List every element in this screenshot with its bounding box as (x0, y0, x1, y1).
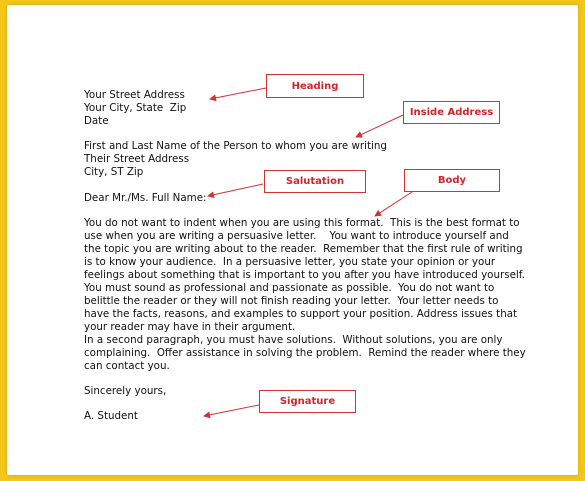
body-arrow (375, 190, 415, 216)
heading-line-1: Your Street Address (84, 89, 185, 101)
body-line: You must sound as professional and passionate as possible. You do not want to (84, 282, 495, 294)
heading-line-3: Date (84, 115, 109, 127)
body-line: the topic you are writing about to the reader. Remember that the first rule of writing (84, 243, 523, 255)
salutation-arrow (208, 184, 263, 196)
body-line: have the facts, reasons, and examples to support your position. Address issues that (84, 308, 518, 320)
inside-address-line-2: Their Street Address (84, 153, 190, 165)
heading-arrow (210, 88, 266, 99)
body-line: your reader may have in their argument. (84, 321, 296, 333)
signature-text: A. Student (84, 410, 138, 422)
signature-arrow (204, 405, 259, 416)
body-line: In a second paragraph, you must have solutions. Without solutions, you are only (84, 334, 503, 346)
body-line: use when you are writing a persuasive letter. You want to introduce yourself and (84, 230, 509, 242)
body-line: complaining. Offer assistance in solving the problem. Remind the reader where they (84, 347, 526, 359)
inside-address-line-3: City, ST Zip (84, 166, 144, 178)
inside-address-arrow (356, 115, 403, 137)
body-line: can contact you. (84, 360, 170, 372)
salutation-text: Dear Mr./Ms. Full Name: (84, 192, 207, 204)
body-line: You do not want to indent when you are using this format. This is the best format to (84, 217, 520, 229)
body-line: is to know your audience. In a persuasive letter, you state your opinion or your (84, 256, 496, 268)
inside-address-line-1: First and Last Name of the Person to whom you are writing (84, 140, 387, 152)
heading-callout: Heading (266, 74, 364, 98)
body-line: belittle the reader or they will not finish reading your letter. Your letter needs to (84, 295, 499, 307)
closing-text: Sincerely yours, (84, 385, 167, 397)
salutation-callout: Salutation (264, 170, 366, 193)
body-line: feelings about something that is important to you after you have introduced yourself. (84, 269, 525, 281)
heading-line-2: Your City, State Zip (84, 102, 187, 114)
signature-callout: Signature (259, 390, 356, 413)
body-callout: Body (404, 169, 500, 192)
inside-address-callout: Inside Address (403, 101, 500, 124)
